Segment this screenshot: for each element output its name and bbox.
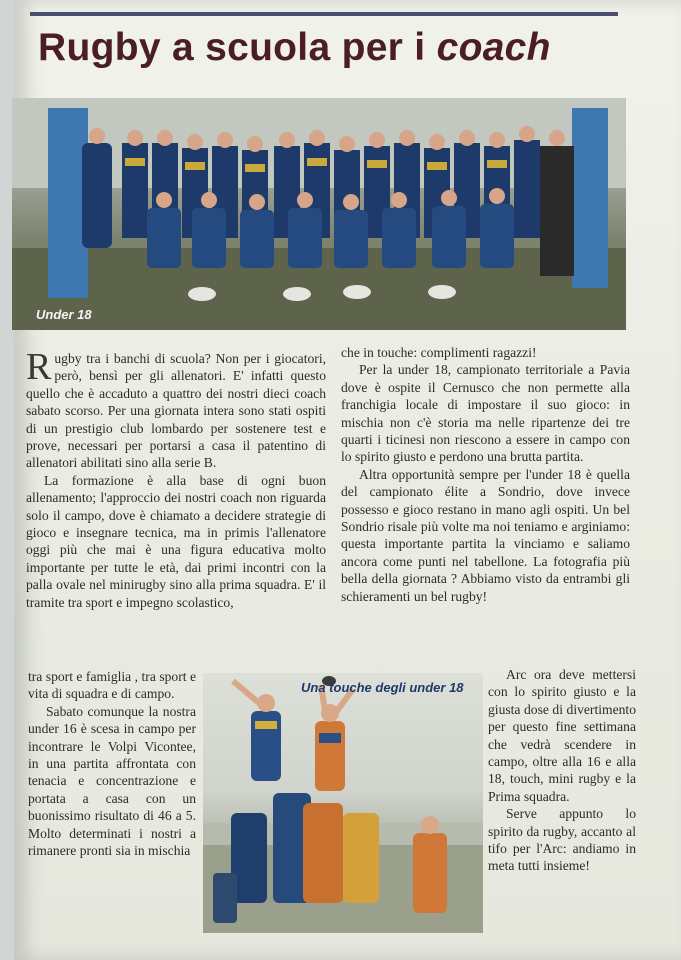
column-2 (341, 344, 630, 605)
column-1 (26, 346, 326, 611)
team-photo-image (12, 98, 626, 330)
paragraph-1: ugby tra i banchi di scuola? Non per i giocatori, però, bensì per gli allenatori. E' infatti questo quello che è accaduto a quattro dei nostri dieci coach sabato scorso. Per una giornata intera sono stati ospiti di un prestigio club lombardo per sostenere test e prove, necessari per portarsi a casa il patentino di allenatori abilitati sino alla serie B. (26, 351, 326, 471)
paragraph-6: Arc ora deve mettersi con lo spirito giusto e la giusta dose di divertimento per questo fine settimana che vedrà scendere in campo, oltre alla 16 e alla 18, touch, mini rugby e la Prima squadra. (488, 667, 636, 804)
paragraph-3: Sabato comunque la nostra under 16 è scesa in campo per incontrare le Volpi Vicontee, in una partita affrontata con tenacia e concentrazione e portata a casa con un buonissimo risultato di 46 a 5. Molto determinati i nostri a rimanere pronti sia in mischia (28, 703, 196, 859)
paragraph-5: Altra opportunità sempre per l'under 18 è quella del campionato élite a Sondrio, dove invece possesso e gioco restano in mano agli ospiti. Un bel Sondrio risale più volte ma noi teniamo e arginiamo: questa importante partita la vinciamo e saliamo ancora come punti nel tabellone. La fotografia più bella della giornata ? Abbiamo visto da entrambi gli schieramenti un bel rugby! (341, 466, 630, 604)
paragraph-2: La formazione è alla base di ogni buon allenamento; l'approccio dei nostri coach non riguarda solo il campo, dove è chiamato a decidere strategie di gioco e insegnare tecnica, ma in primis l'allenatore oggi più che mai è una figura educativa molto importante per tutte le età, dai primi incontri con la palla ovale nel minirugby sino alla prima squadra. E' il tramite tra sport e impegno scolastico, (26, 472, 326, 610)
column-3 (488, 666, 636, 875)
drop-cap: R (26, 346, 52, 388)
paragraph-2-continued: tra sport e famiglia , tra sport e vita di squadra e di campo. (28, 669, 196, 702)
paragraph-4: Per la under 18, campionato territoriale a Pavia dove è ospite il Cernusco che non permette alla franchigia locale di impostare il suo gioco: in mischia non c'è storia ma nelle ripartenze dei tre quarti i ticinesi non riescono a essere in campo con lo spirito giusto e perdono una brutta partita. (341, 362, 630, 465)
team-photo (12, 98, 626, 330)
paragraph-7: Serve appunto lo spirito da rugby, accanto al tifo per l'Arc: andiamo in meta tutti insieme! (488, 806, 636, 874)
headline-italic-word: coach (436, 26, 551, 69)
team-photo-caption: Under 18 (36, 307, 92, 322)
lineout-photo (203, 673, 483, 933)
headline-text: Rugby a scuola per i (38, 26, 437, 69)
paragraph-3-continued: che in touche: complimenti ragazzi! (341, 345, 537, 360)
lineout-photo-caption: Una touche degli under 18 (301, 680, 464, 695)
column-1-lower (28, 668, 196, 859)
article-headline (38, 26, 638, 70)
lineout-photo-image (203, 673, 483, 933)
top-rule (30, 12, 618, 16)
